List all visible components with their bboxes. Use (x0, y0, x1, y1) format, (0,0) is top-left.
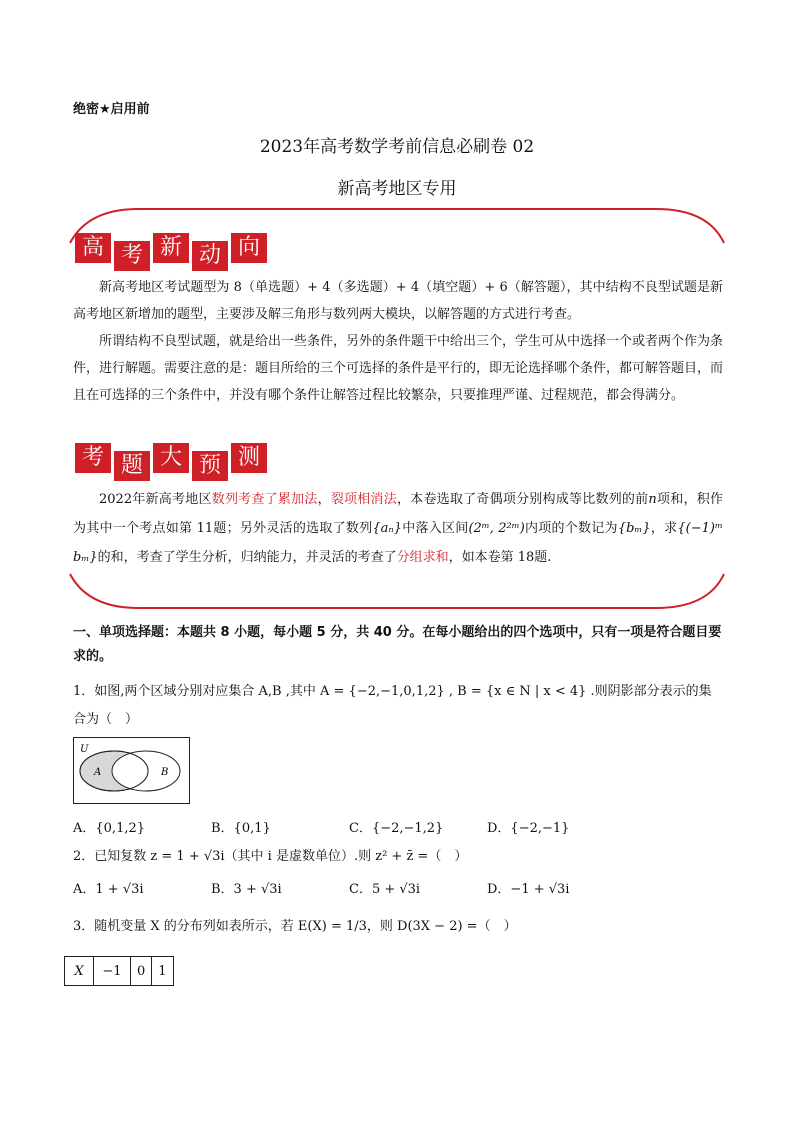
option-a[interactable]: A．{0,1,2} (73, 821, 146, 836)
paragraph: 2022年新高考地区数列考查了累加法，裂项相消法，本卷选取了奇偶项分别构成等比数列的前n项和，积作为其中一个考点如第 11题；另外灵活的选取了数列{aₙ}中落入区间(2ᵐ, 2²ᵐ)内项的个数记为{bₘ}，求{(−1)ᵐ bₘ}的和，考查了学生分析，归纳能力，并灵活的考查了分组求和，如本卷第 18题. (73, 492, 723, 565)
section2-text (73, 485, 723, 572)
section-badge-new-trends (75, 233, 267, 271)
badge-char: 新 (153, 233, 189, 263)
table-cell: −1 (94, 957, 131, 986)
venn-svg (74, 738, 189, 803)
badge-char: 向 (231, 233, 267, 263)
table-cell: 1 (152, 957, 173, 986)
exam-subtitle: 新高考地区专用 (337, 179, 457, 199)
badge-char: 题 (114, 451, 150, 481)
part1-heading: 一、单项选择题：本题共 8 小题，每小题 5 分，共 40 分。在每小题给出的四个选项中，只有一项是符合题目要求的。 (73, 625, 722, 664)
badge-char: 高 (75, 233, 111, 263)
distribution-table (64, 956, 174, 986)
table-cell: 0 (131, 957, 152, 986)
question-1-options (73, 817, 723, 836)
venn-label-u: U (80, 744, 89, 755)
exam-title: 2023年高考数学考前信息必刷卷 02 (259, 137, 535, 157)
option-b[interactable]: B．{0,1} (211, 821, 271, 836)
badge-char: 考 (114, 241, 150, 271)
option-d[interactable]: D．−1 + √3i (487, 882, 570, 897)
question-3-stem: 3．随机变量 X 的分布列如表所示，若 E(X) = 1/3，则 D(3X − 2) =（ ） (73, 919, 517, 934)
badge-char: 预 (192, 451, 228, 481)
section-badge-forecast (75, 443, 267, 481)
option-d[interactable]: D．{−2,−1} (487, 821, 570, 836)
option-a[interactable]: A．1 + √3i (73, 882, 144, 897)
confidential-label: 绝密★启用前 (73, 102, 150, 117)
venn-label-b: B (161, 767, 169, 778)
option-c[interactable]: C．{−2,−1,2} (349, 821, 444, 836)
question-2-options (73, 878, 723, 897)
badge-char: 动 (192, 241, 228, 271)
table-cell: X (65, 957, 94, 986)
venn-label-a: A (94, 767, 102, 778)
table-row (65, 957, 174, 986)
badge-char: 测 (231, 443, 267, 473)
section-bottom-arc (68, 572, 726, 612)
question-2-stem: 2．已知复数 z = 1 + √3i（其中 i 是虚数单位）.则 z² + z̄ =（ ） (73, 849, 468, 864)
option-b[interactable]: B．3 + √3i (211, 882, 282, 897)
badge-char: 考 (75, 443, 111, 473)
question-1-stem: 1．如图,两个区域分别对应集合 A,B ,其中 A = {−2,−1,0,1,2} , B = {x ∈ N | x < 4} .则阴影部分表示的集合为（ ） (73, 684, 712, 727)
paragraph: 新高考地区考试题型为 8（单选题）+ 4（多选题）+ 4（填空题）+ 6（解答题），其中结构不良型试题是新高考地区新增加的题型，主要涉及解三角形与数列两大模块，以解答题的方式进行考查。 (73, 280, 723, 322)
paragraph: 所谓结构不良型试题，就是给出一些条件，另外的条件题干中给出三个，学生可从中选择一个或者两个作为条件，进行解题。需要注意的是：题目所给的三个可选择的条件是平行的，即无论选择哪个条件，都可解答题目，而且在可选择的三个条件中，并没有哪个条件让解答过程比较繁杂，只要推理严谨、过程规范，都会得满分。 (73, 334, 724, 403)
section1-text (73, 274, 723, 409)
option-c[interactable]: C．5 + √3i (349, 882, 421, 897)
venn-diagram (73, 737, 190, 804)
badge-char: 大 (153, 443, 189, 473)
